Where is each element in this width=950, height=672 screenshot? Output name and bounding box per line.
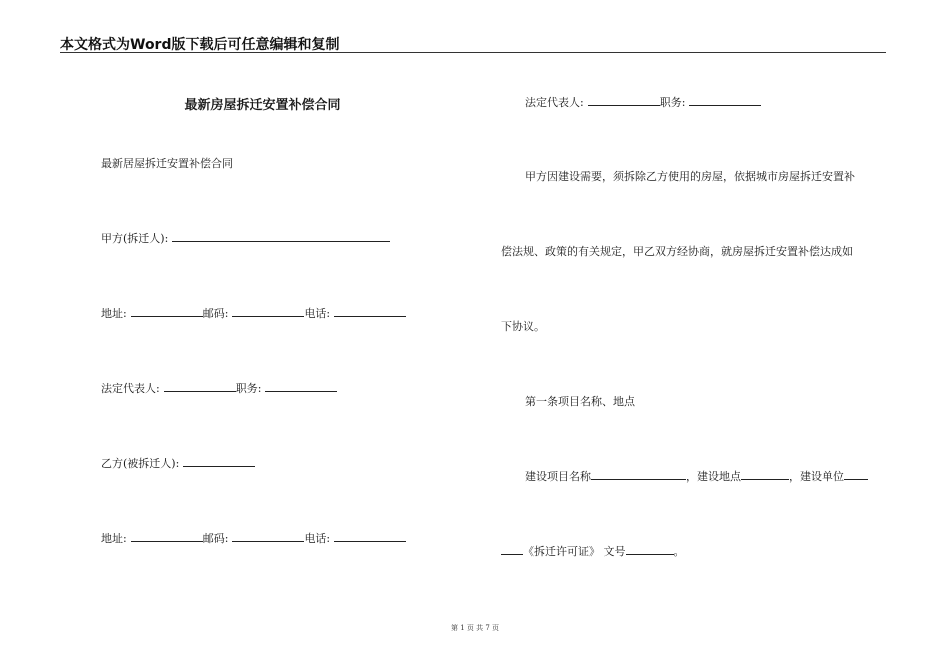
body-paragraph-line-3 <box>501 318 545 334</box>
postcode-label: 邮码: <box>202 307 229 320</box>
permit-prefix-blank <box>501 553 523 555</box>
article-heading-text: 第一条项目名称、地点 <box>525 395 635 408</box>
document-title: 最新房屋拆迁安置补偿合同 <box>184 98 341 113</box>
party-b-address-line <box>101 530 406 546</box>
project-location-label: ，建设地点 <box>686 470 741 483</box>
project-location-blank <box>741 478 789 480</box>
position-label: 职务: <box>235 382 262 395</box>
position-label: 职务: <box>659 96 686 109</box>
permit-end: 。 <box>673 545 685 558</box>
party-a-blank <box>172 240 390 242</box>
subtitle-text: 最新居屋拆迁安置补偿合同 <box>101 157 233 170</box>
rep-label: 法定代表人: <box>525 96 584 109</box>
party-b-rep-line <box>525 94 761 110</box>
rep-blank <box>588 104 660 106</box>
body-paragraph-line-1 <box>525 168 855 184</box>
party-b-line <box>101 455 255 471</box>
page-footer: 第 1 页 共 7 页 <box>450 624 500 632</box>
permit-number-blank <box>626 553 674 555</box>
postcode-blank <box>232 315 304 317</box>
download-banner: 本文格式为Word版下载后可任意编辑和复制 <box>60 37 340 53</box>
project-name-label: 建设项目名称 <box>525 470 591 483</box>
phone-label: 电话: <box>304 307 331 320</box>
position-blank <box>689 104 761 106</box>
header-divider <box>60 52 886 53</box>
phone-label: 电话: <box>304 532 331 545</box>
rep-label: 法定代表人: <box>101 382 160 395</box>
party-a-rep-line <box>101 380 337 396</box>
permit-line <box>501 543 685 559</box>
party-a-address-line <box>101 305 406 321</box>
party-a-line <box>101 230 390 246</box>
document-subtitle <box>101 155 233 171</box>
address-blank <box>131 315 203 317</box>
address-blank <box>131 540 203 542</box>
paragraph-text: 甲方因建设需要，须拆除乙方使用的房屋，依据城市房屋拆迁安置补 <box>525 170 855 183</box>
body-paragraph-line-2 <box>501 243 853 259</box>
project-unit-blank <box>844 478 868 480</box>
phone-blank <box>334 540 406 542</box>
paragraph-text: 偿法规、政策的有关规定，甲乙双方经协商，就房屋拆迁安置补偿达成如 <box>501 245 853 258</box>
article-heading <box>525 393 635 409</box>
phone-blank <box>334 315 406 317</box>
address-label: 地址: <box>101 532 127 545</box>
address-label: 地址: <box>101 307 127 320</box>
paragraph-text: 下协议。 <box>501 320 545 333</box>
rep-blank <box>164 390 236 392</box>
party-a-label: 甲方(拆迁人): <box>101 232 169 245</box>
project-unit-label: ，建设单位 <box>789 470 844 483</box>
permit-label: 《拆迁许可证》 文号 <box>523 545 626 558</box>
postcode-label: 邮码: <box>202 532 229 545</box>
project-name-blank <box>591 478 686 480</box>
party-b-label: 乙方(被拆迁人): <box>101 457 180 470</box>
party-b-blank <box>183 465 255 467</box>
position-blank <box>265 390 337 392</box>
postcode-blank <box>232 540 304 542</box>
project-line <box>525 468 868 484</box>
